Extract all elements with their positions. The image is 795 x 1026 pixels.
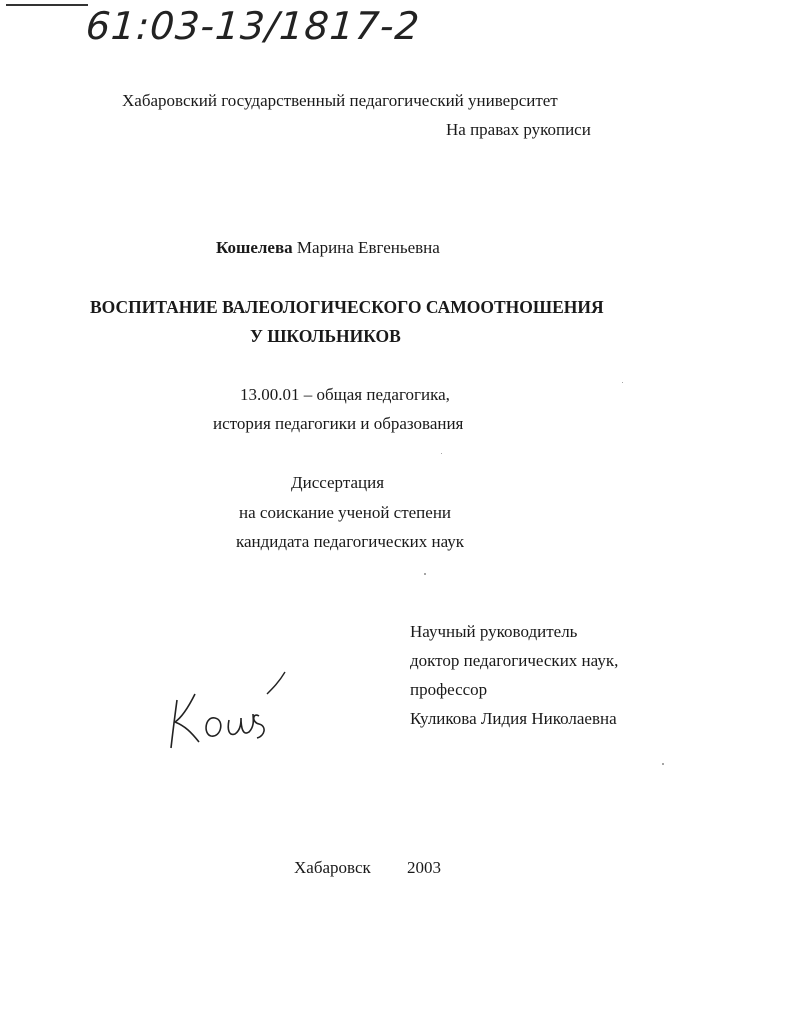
supervisor-name: Куликова Лидия Николаевна (410, 709, 617, 728)
supervisor-degree: доктор педагогических наук, (410, 651, 619, 670)
archive-stamp-line (6, 4, 88, 6)
supervisor-role: Научный руководитель (410, 622, 578, 641)
author-surname: Кошелева (216, 238, 293, 257)
supervisor-rank: профессор (410, 680, 488, 699)
author-given-names: Марина Евгеньевна (296, 238, 440, 257)
scan-speck (424, 573, 426, 575)
scan-speck (622, 382, 623, 383)
manuscript-rights: На правах рукописи (446, 120, 591, 139)
dissertation-title-line-2: У ШКОЛЬНИКОВ (250, 326, 401, 346)
archive-number: 61:03-13/1817-2 (84, 4, 422, 48)
scan-speck (662, 763, 664, 765)
publication-city: Хабаровск (294, 858, 371, 877)
specialty-code: 13.00.01 – общая педагогика, (240, 385, 450, 404)
dissertation-label: Диссертация (291, 473, 385, 492)
specialty-name: история педагогики и образования (213, 414, 464, 433)
handwritten-signature (155, 660, 295, 760)
dissertation-title-line-1: ВОСПИТАНИЕ ВАЛЕОЛОГИЧЕСКОГО САМООТНОШЕНИЯ (90, 297, 604, 317)
scan-speck (441, 453, 442, 454)
degree-purpose: на соискание ученой степени (239, 503, 452, 522)
publication-year: 2003 (407, 858, 441, 877)
author-name (216, 238, 440, 258)
degree-name: кандидата педагогических наук (236, 532, 465, 551)
university-name: Хабаровский государственный педагогический университет (122, 91, 558, 110)
